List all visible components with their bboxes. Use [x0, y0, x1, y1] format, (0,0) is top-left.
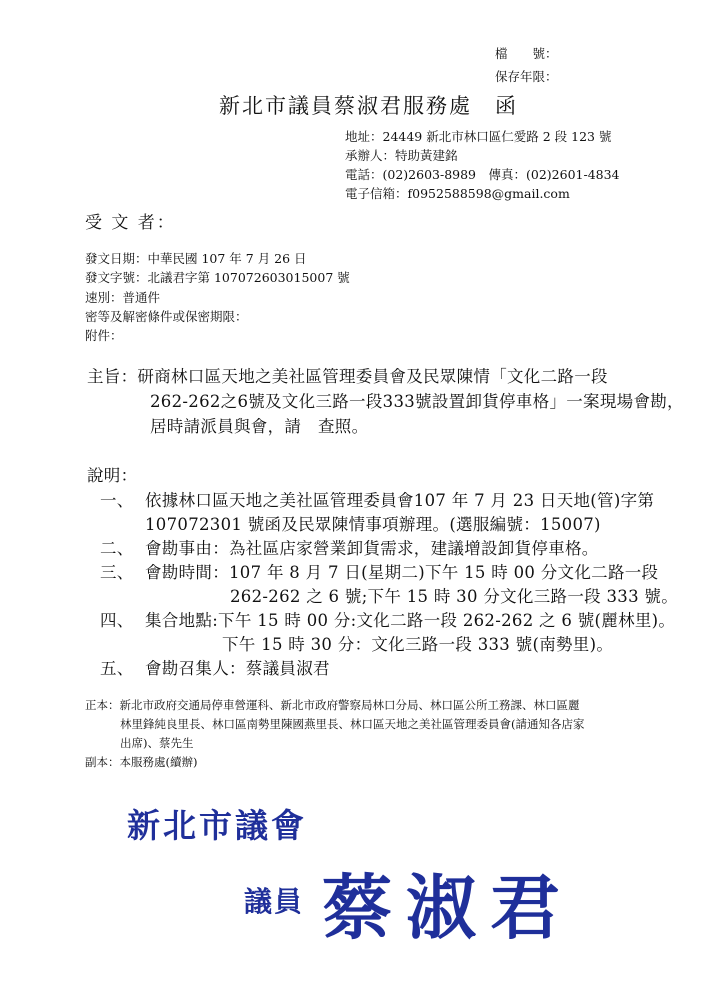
- item-3-line-2: 262-262 之 6 號;下午 15 時 30 分文化三路一段 333 號。: [230, 587, 679, 606]
- item-2-line-1: 會勘事由：為社區店家營業卸貨需求，建議增設卸貨停車格。: [145, 539, 599, 558]
- retention-period-field: 保存年限：: [495, 69, 558, 84]
- item-number: 五、: [100, 659, 134, 678]
- subject-line-1: 主旨：研商林口區天地之美社區管理委員會及民眾陳情「文化二路一段: [87, 367, 608, 386]
- copy-recipients: 副本：本服務處(續辦): [85, 755, 198, 769]
- item-4-line-2: 下午 15 時 30 分：文化三路一段 333 號(南勢里)。: [222, 635, 614, 654]
- item-number: 二、: [100, 539, 134, 558]
- main-recipients-line-3: 出席)、蔡先生: [120, 736, 194, 750]
- main-recipients-line-2: 林里鋒純良里長、林口區南勢里陳國燕里長、林口區天地之美社區管理委員會(請通知各店家: [120, 717, 585, 731]
- file-number-field: 檔 號：: [495, 46, 558, 61]
- item-4-line-1: 集合地點:下午 15 時 00 分:文化二路一段 262-262 之 6 號(麗林里)。: [145, 611, 676, 630]
- item-1-line-2: 107072301 號函及民眾陳情事項辦理。(選服編號：15007): [145, 515, 601, 534]
- item-number: 一、: [100, 491, 134, 510]
- item-number: 三、: [100, 563, 134, 582]
- item-3-line-1: 會勘時間：107 年 8 月 7 日(星期二)下午 15 時 00 分文化二路一段: [145, 563, 659, 582]
- delivery-speed: 速別：普通件: [85, 290, 161, 305]
- item-1-line-1: 依據林口區天地之美社區管理委員會107 年 7 月 23 日天地(管)字第: [145, 491, 655, 510]
- sender-phone-fax: 電話：(02)2603-8989 傳真：(02)2601-4834: [345, 167, 620, 182]
- secrecy-level: 密等及解密條件或保密期限：: [85, 309, 248, 324]
- recipient-label: 受 文 者：: [85, 213, 176, 233]
- document-title: 新北市議員蔡淑君服務處 函: [219, 94, 518, 118]
- councilor-title-stamp: 議員: [244, 885, 305, 918]
- subject-line-3: 居時請派員與會，請 查照。: [150, 417, 369, 436]
- explanation-label: 說明：: [87, 466, 138, 485]
- sender-handler: 承辦人：特助黃建銘: [345, 148, 458, 163]
- councilor-name-stamp: 蔡淑君: [322, 866, 574, 949]
- item-5-line-1: 會勘召集人：蔡議員淑君: [145, 659, 330, 678]
- item-number: 四、: [100, 611, 134, 630]
- sender-email: 電子信箱：f0952588598@gmail.com: [345, 186, 570, 201]
- attachment-field: 附件：: [85, 328, 123, 343]
- council-stamp: 新北市議會: [127, 806, 307, 845]
- reference-number: 發文字號：北議君字第 107072603015007 號: [85, 270, 350, 285]
- issue-date: 發文日期：中華民國 107 年 7 月 26 日: [85, 251, 307, 266]
- main-recipients-line-1: 正本：新北市政府交通局停車營運科、新北市政府警察局林口分局、林口區公所工務課、林口區麗: [85, 698, 580, 712]
- sender-address: 地址：24449 新北市林口區仁愛路 2 段 123 號: [345, 129, 612, 144]
- subject-line-2: 262-262之6號及文化三路一段333號設置卸貨停車格」一案現場會勘，: [150, 392, 684, 411]
